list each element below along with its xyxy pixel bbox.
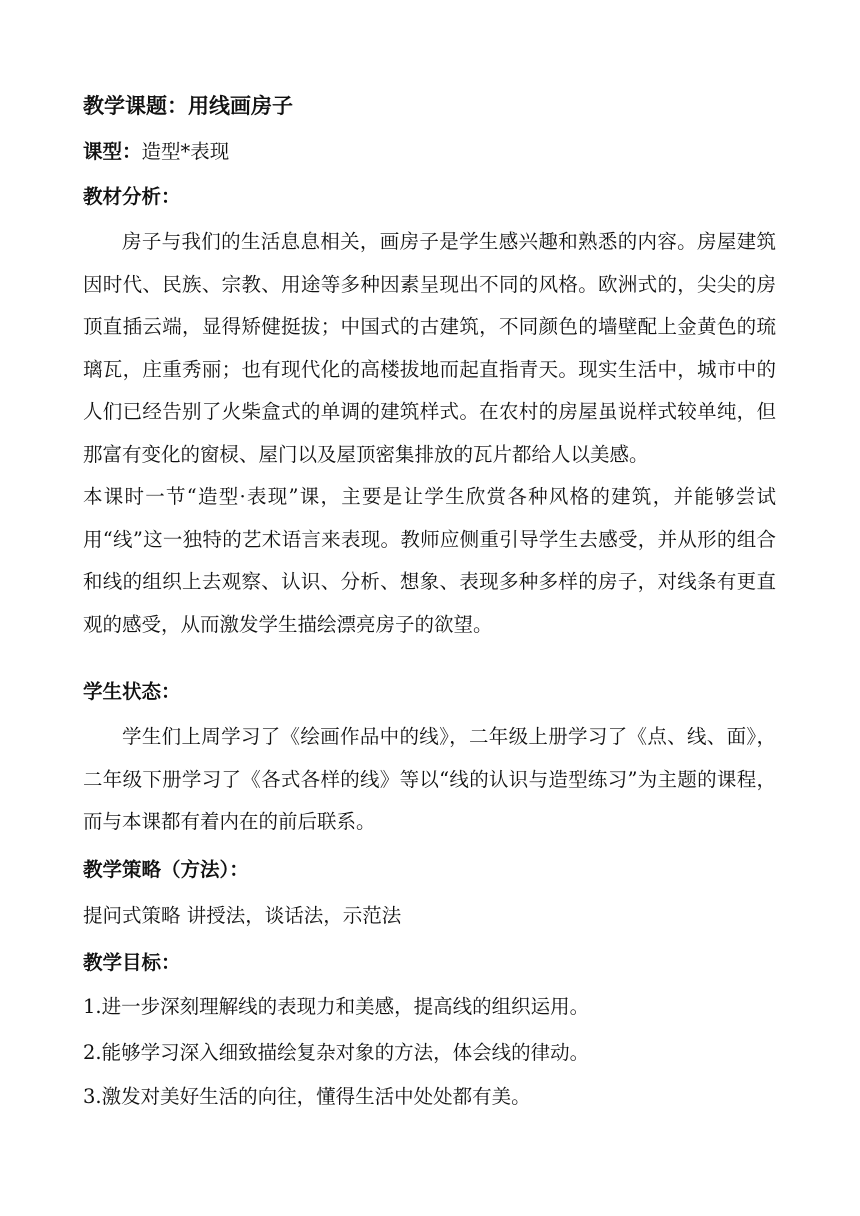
objective-item: 3.激发对美好生活的向往，懂得生活中处处都有美。 [83, 1085, 531, 1108]
lesson-type-value: 造型*表现 [141, 140, 230, 163]
objectives-heading: 教学目标： [83, 951, 181, 974]
material-analysis-paragraph-2: 本课时一节“造型·表现”课，主要是让学生欣赏各种风格的建筑，并能够尝试用“线”这一独特的艺术语言来表现。教师应侧重引导学生去感受，并从形的组合和线的组织上去观察、认识、分析、想象、表现多种多样的房子，对线条有更直观的感受，从而激发学生描绘漂亮房子的欲望。 [83, 485, 776, 636]
material-analysis-heading: 教材分析： [83, 185, 181, 208]
lesson-title-value: 用线画房子 [188, 94, 293, 118]
objective-item: 1.进一步深刻理解线的表现力和美感，提高线的组织运用。 [83, 995, 590, 1018]
lesson-type-label: 课型： [83, 140, 142, 163]
lesson-title-label: 教学课题： [83, 94, 188, 118]
student-status-paragraph: 学生们上周学习了《绘画作品中的线》，二年级上册学习了《点、线、面》，二年级下册学习了《各式各样的线》等以“线的认识与造型练习”为主题的课程，而与本课都有着内在的前后联系。 [83, 725, 776, 833]
material-analysis-paragraph-1: 房子与我们的生活息息相关，画房子是学生感兴趣和熟悉的内容。房屋建筑因时代、民族、宗教、用途等多种因素呈现出不同的风格。欧洲式的，尖尖的房顶直插云端，显得矫健挺拔；中国式的古建筑，不同颜色的墙壁配上金黄色的琉璃瓦，庄重秀丽；也有现代化的高楼拔地而起直指青天。现实生活中，城市中的人们已经告别了火柴盒式的单调的建筑样式。在农村的房屋虽说样式较单纯，但那富有变化的窗棂、屋门以及屋顶密集排放的瓦片都给人以美感。 [83, 230, 776, 466]
objective-item: 2.能够学习深入细致描绘复杂对象的方法，体会线的律动。 [83, 1041, 590, 1064]
student-status-heading: 学生状态： [83, 680, 181, 703]
lesson-title [83, 92, 293, 120]
strategy-text: 提问式策略 讲授法，谈话法，示范法 [83, 904, 402, 927]
strategy-heading: 教学策略（方法）： [83, 858, 249, 881]
lesson-type [83, 138, 229, 166]
